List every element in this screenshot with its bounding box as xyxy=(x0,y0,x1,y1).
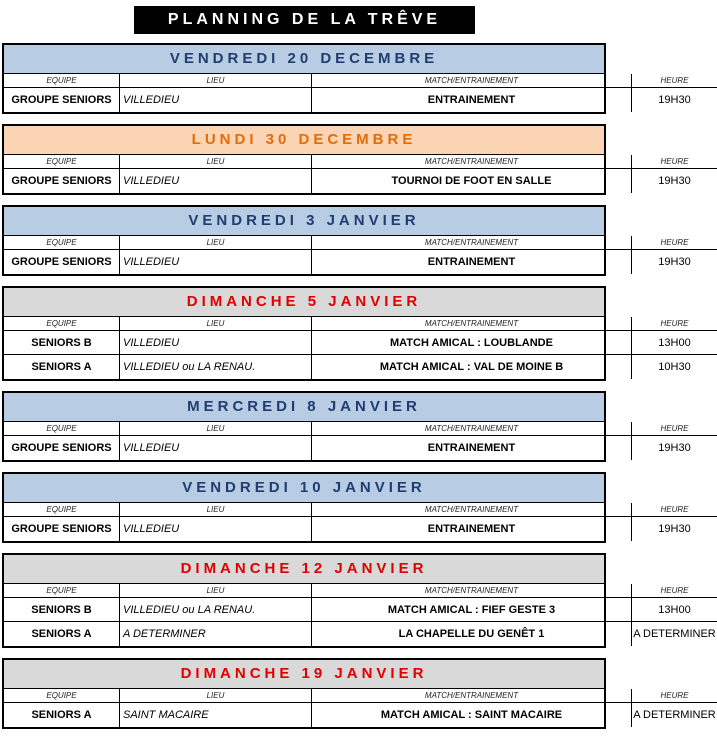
time-cell: 10H30 xyxy=(658,361,691,373)
schedule-table xyxy=(4,689,716,727)
time-cell: A DETERMINER xyxy=(633,709,716,721)
col-header-match: MATCH/ENTRAINEMENT xyxy=(312,74,632,88)
col-header-lieu: LIEU xyxy=(120,317,312,331)
team-cell: GROUPE SENIORS xyxy=(4,436,120,460)
lieu-cell: VILLEDIEU ou LA RENAU. xyxy=(120,355,312,379)
lieu-cell: VILLEDIEU xyxy=(120,331,312,355)
col-header-team: EQUIPE xyxy=(4,74,120,88)
lieu-cell: VILLEDIEU xyxy=(120,250,312,274)
col-header-lieu: LIEU xyxy=(120,236,312,250)
day-header: DIMANCHE 19 JANVIER xyxy=(4,660,604,689)
col-header-lieu: LIEU xyxy=(120,689,312,703)
team-cell: SENIORS A xyxy=(4,355,120,379)
col-header-time: HEURE xyxy=(632,584,717,598)
team-cell: SENIORS A xyxy=(4,622,120,646)
lieu-cell: VILLEDIEU ou LA RENAU. xyxy=(120,598,312,622)
match-cell: MATCH AMICAL : VAL DE MOINE B xyxy=(312,355,632,379)
time-cell: 19H30 xyxy=(658,442,691,454)
match-cell: ENTRAINEMENT xyxy=(312,517,632,541)
col-header-time: HEURE xyxy=(632,317,717,331)
lieu-cell: SAINT MACAIRE xyxy=(120,703,312,727)
day-block xyxy=(2,553,716,648)
schedule-table xyxy=(4,503,691,541)
match-cell: ENTRAINEMENT xyxy=(312,88,632,112)
col-header-team: EQUIPE xyxy=(4,317,120,331)
day-block xyxy=(2,391,691,462)
col-header-time: HEURE xyxy=(632,503,717,517)
team-cell: SENIORS B xyxy=(4,331,120,355)
team-cell: SENIORS B xyxy=(4,598,120,622)
col-header-time: HEURE xyxy=(632,74,717,88)
day-block xyxy=(2,205,691,276)
lieu-cell: VILLEDIEU xyxy=(120,88,312,112)
match-cell: ENTRAINEMENT xyxy=(312,250,632,274)
col-header-team: EQUIPE xyxy=(4,236,120,250)
schedule-table xyxy=(4,155,691,193)
time-cell: 19H30 xyxy=(658,94,691,106)
col-header-time: HEURE xyxy=(632,689,717,703)
col-header-lieu: LIEU xyxy=(120,74,312,88)
schedule-table xyxy=(4,317,691,379)
col-header-match: MATCH/ENTRAINEMENT xyxy=(312,689,632,703)
team-cell: GROUPE SENIORS xyxy=(4,250,120,274)
team-cell: SENIORS A xyxy=(4,703,120,727)
day-block xyxy=(2,286,691,381)
day-header: VENDREDI 10 JANVIER xyxy=(4,474,604,503)
time-cell: 19H30 xyxy=(658,256,691,268)
day-header: MERCREDI 8 JANVIER xyxy=(4,393,604,422)
col-header-time: HEURE xyxy=(632,155,717,169)
col-header-match: MATCH/ENTRAINEMENT xyxy=(312,584,632,598)
col-header-match: MATCH/ENTRAINEMENT xyxy=(312,422,632,436)
day-header: VENDREDI 20 DECEMBRE xyxy=(4,45,604,74)
time-cell: A DETERMINER xyxy=(633,628,716,640)
col-header-lieu: LIEU xyxy=(120,155,312,169)
col-header-team: EQUIPE xyxy=(4,689,120,703)
col-header-lieu: LIEU xyxy=(120,422,312,436)
day-block xyxy=(2,472,691,543)
time-cell: 19H30 xyxy=(658,175,691,187)
lieu-cell: VILLEDIEU xyxy=(120,169,312,193)
col-header-team: EQUIPE xyxy=(4,503,120,517)
time-cell: 13H00 xyxy=(632,598,717,622)
schedule-table xyxy=(4,74,691,112)
col-header-match: MATCH/ENTRAINEMENT xyxy=(312,155,632,169)
day-header: VENDREDI 3 JANVIER xyxy=(4,207,604,236)
col-header-team: EQUIPE xyxy=(4,155,120,169)
page-title: PLANNING DE LA TRÊVE xyxy=(134,6,475,34)
day-block xyxy=(2,124,691,195)
day-header: DIMANCHE 12 JANVIER xyxy=(4,555,604,584)
match-cell: MATCH AMICAL : FIEF GESTE 3 xyxy=(312,598,632,622)
team-cell: GROUPE SENIORS xyxy=(4,517,120,541)
time-cell: 13H00 xyxy=(632,331,717,355)
day-header: LUNDI 30 DECEMBRE xyxy=(4,126,604,155)
day-block xyxy=(2,658,716,729)
col-header-time: HEURE xyxy=(632,422,717,436)
day-header: DIMANCHE 5 JANVIER xyxy=(4,288,604,317)
col-header-match: MATCH/ENTRAINEMENT xyxy=(312,503,632,517)
col-header-lieu: LIEU xyxy=(120,503,312,517)
match-cell: ENTRAINEMENT xyxy=(312,436,632,460)
schedule-table xyxy=(4,584,716,646)
schedule-table xyxy=(4,236,691,274)
match-cell: MATCH AMICAL : LOUBLANDE xyxy=(312,331,632,355)
match-cell: TOURNOI DE FOOT EN SALLE xyxy=(312,169,632,193)
col-header-team: EQUIPE xyxy=(4,584,120,598)
time-cell: 19H30 xyxy=(658,523,691,535)
team-cell: GROUPE SENIORS xyxy=(4,88,120,112)
team-cell: GROUPE SENIORS xyxy=(4,169,120,193)
lieu-cell: A DETERMINER xyxy=(120,622,312,646)
lieu-cell: VILLEDIEU xyxy=(120,436,312,460)
schedule-table xyxy=(4,422,691,460)
day-block xyxy=(2,43,691,114)
match-cell: LA CHAPELLE DU GENÊT 1 xyxy=(312,622,632,646)
col-header-lieu: LIEU xyxy=(120,584,312,598)
col-header-match: MATCH/ENTRAINEMENT xyxy=(312,317,632,331)
match-cell: MATCH AMICAL : SAINT MACAIRE xyxy=(312,703,632,727)
lieu-cell: VILLEDIEU xyxy=(120,517,312,541)
col-header-match: MATCH/ENTRAINEMENT xyxy=(312,236,632,250)
col-header-time: HEURE xyxy=(632,236,717,250)
col-header-team: EQUIPE xyxy=(4,422,120,436)
